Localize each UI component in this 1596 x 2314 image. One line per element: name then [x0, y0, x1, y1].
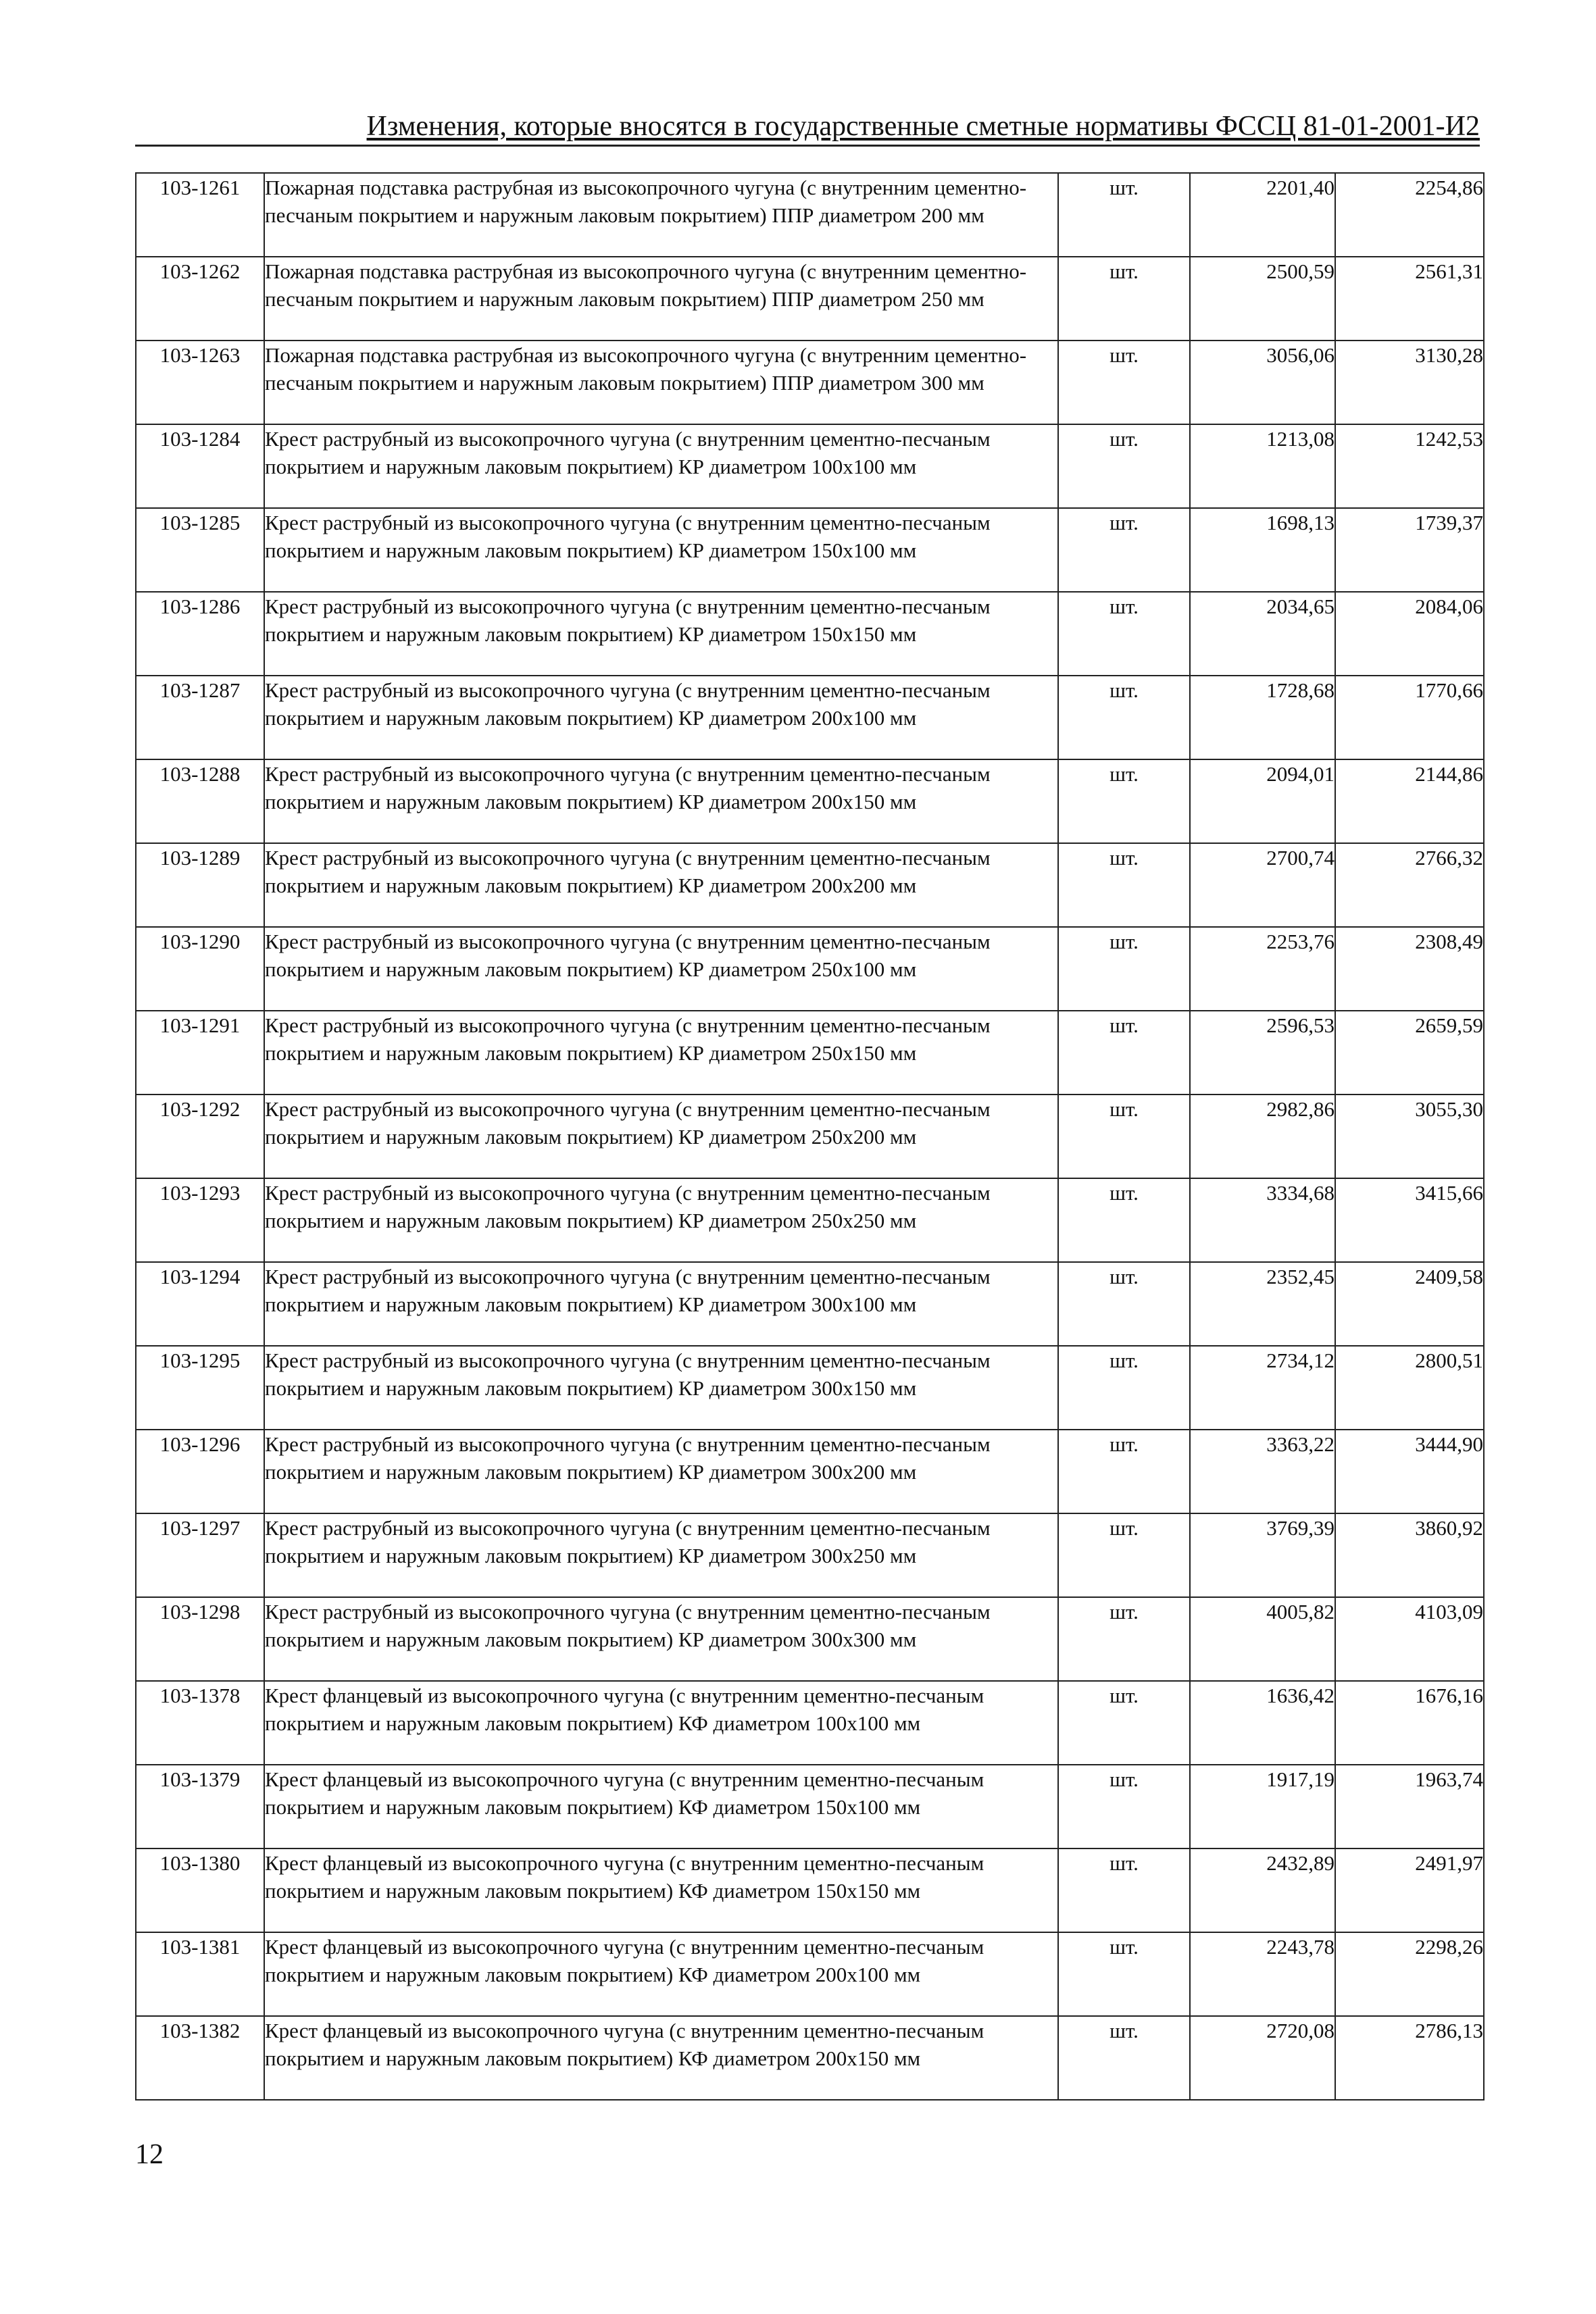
table-row [136, 1430, 1484, 1513]
page-number: 12 [135, 2139, 164, 2170]
row-price-2-cell: 2659,59 [1335, 1011, 1484, 1095]
table-row [136, 424, 1484, 508]
table-row [136, 1932, 1484, 2016]
table-row [136, 341, 1484, 424]
row-price-2-cell: 4103,09 [1335, 1597, 1484, 1681]
row-description-cell: Крест фланцевый из высокопрочного чугуна (с внутренним цементно-песчаным покрытием и наружным лаковым покрытием) КФ диаметром 200x150 мм [264, 2016, 1058, 2100]
table-row [136, 1513, 1484, 1597]
table-row [136, 843, 1484, 927]
row-description-cell: Пожарная подставка раструбная из высокопрочного чугуна (с внутренним цементно-песчаным покрытием и наружным лаковым покрытием) ППР диаметром 300 мм [264, 341, 1058, 424]
row-price-2-cell: 2144,86 [1335, 759, 1484, 843]
row-price-1-cell: 1213,08 [1190, 424, 1335, 508]
row-unit-cell: шт. [1058, 592, 1190, 676]
row-unit-cell: шт. [1058, 1765, 1190, 1848]
row-description-cell: Крест раструбный из высокопрочного чугуна (с внутренним цементно-песчаным покрытием и наружным лаковым покрытием) КР диаметром 250x150 мм [264, 1011, 1058, 1095]
row-description-cell: Крест раструбный из высокопрочного чугуна (с внутренним цементно-песчаным покрытием и наружным лаковым покрытием) КР диаметром 300x300 мм [264, 1597, 1058, 1681]
row-price-2-cell: 1963,74 [1335, 1765, 1484, 1848]
row-unit-cell: шт. [1058, 1011, 1190, 1095]
price-table-body [136, 173, 1484, 2100]
table-row [136, 1095, 1484, 1178]
row-description-cell: Крест раструбный из высокопрочного чугуна (с внутренним цементно-песчаным покрытием и наружным лаковым покрытием) КР диаметром 200x100 мм [264, 676, 1058, 759]
row-description-cell: Крест раструбный из высокопрочного чугуна (с внутренним цементно-песчаным покрытием и наружным лаковым покрытием) КР диаметром 150x150 мм [264, 592, 1058, 676]
row-description-cell: Крест раструбный из высокопрочного чугуна (с внутренним цементно-песчаным покрытием и наружным лаковым покрытием) КР диаметром 200x150 мм [264, 759, 1058, 843]
row-unit-cell: шт. [1058, 257, 1190, 341]
row-unit-cell: шт. [1058, 1262, 1190, 1346]
table-row [136, 676, 1484, 759]
row-code-cell: 103-1382 [136, 2016, 264, 2100]
row-code-cell: 103-1298 [136, 1597, 264, 1681]
row-price-1-cell: 2201,40 [1190, 173, 1335, 257]
row-description-cell: Крест раструбный из высокопрочного чугуна (с внутренним цементно-песчаным покрытием и наружным лаковым покрытием) КР диаметром 100x100 мм [264, 424, 1058, 508]
row-price-1-cell: 2720,08 [1190, 2016, 1335, 2100]
row-unit-cell: шт. [1058, 173, 1190, 257]
row-description-cell: Крест раструбный из высокопрочного чугуна (с внутренним цементно-песчаным покрытием и наружным лаковым покрытием) КР диаметром 250x100 мм [264, 927, 1058, 1011]
row-unit-cell: шт. [1058, 1932, 1190, 2016]
row-unit-cell: шт. [1058, 1848, 1190, 1932]
table-row [136, 173, 1484, 257]
row-code-cell: 103-1296 [136, 1430, 264, 1513]
row-code-cell: 103-1297 [136, 1513, 264, 1597]
table-row [136, 1346, 1484, 1430]
row-price-1-cell: 1636,42 [1190, 1681, 1335, 1765]
row-unit-cell: шт. [1058, 759, 1190, 843]
row-code-cell: 103-1292 [136, 1095, 264, 1178]
row-price-1-cell: 2253,76 [1190, 927, 1335, 1011]
row-price-1-cell: 2982,86 [1190, 1095, 1335, 1178]
row-code-cell: 103-1380 [136, 1848, 264, 1932]
row-price-2-cell: 3055,30 [1335, 1095, 1484, 1178]
row-code-cell: 103-1284 [136, 424, 264, 508]
row-description-cell: Крест фланцевый из высокопрочного чугуна (с внутренним цементно-песчаным покрытием и наружным лаковым покрытием) КФ диаметром 200x100 мм [264, 1932, 1058, 2016]
row-price-1-cell: 2352,45 [1190, 1262, 1335, 1346]
page-header-title: Изменения, которые вносятся в государственные сметные нормативы ФССЦ 81-01-2001-И2 [135, 109, 1480, 147]
row-code-cell: 103-1286 [136, 592, 264, 676]
row-price-2-cell: 2766,32 [1335, 843, 1484, 927]
row-code-cell: 103-1290 [136, 927, 264, 1011]
row-price-2-cell: 1770,66 [1335, 676, 1484, 759]
row-code-cell: 103-1261 [136, 173, 264, 257]
row-unit-cell: шт. [1058, 1095, 1190, 1178]
row-code-cell: 103-1381 [136, 1932, 264, 2016]
row-description-cell: Крест раструбный из высокопрочного чугуна (с внутренним цементно-песчаным покрытием и наружным лаковым покрытием) КР диаметром 250x250 мм [264, 1178, 1058, 1262]
row-code-cell: 103-1293 [136, 1178, 264, 1262]
row-description-cell: Крест раструбный из высокопрочного чугуна (с внутренним цементно-песчаным покрытием и наружным лаковым покрытием) КР диаметром 150x100 мм [264, 508, 1058, 592]
row-price-2-cell: 2491,97 [1335, 1848, 1484, 1932]
row-price-2-cell: 2786,13 [1335, 2016, 1484, 2100]
row-code-cell: 103-1295 [136, 1346, 264, 1430]
row-code-cell: 103-1289 [136, 843, 264, 927]
row-unit-cell: шт. [1058, 1513, 1190, 1597]
row-unit-cell: шт. [1058, 508, 1190, 592]
row-code-cell: 103-1294 [136, 1262, 264, 1346]
row-description-cell: Крест фланцевый из высокопрочного чугуна (с внутренним цементно-песчаным покрытием и наружным лаковым покрытием) КФ диаметром 100x100 мм [264, 1681, 1058, 1765]
table-row [136, 1848, 1484, 1932]
row-price-1-cell: 4005,82 [1190, 1597, 1335, 1681]
row-unit-cell: шт. [1058, 676, 1190, 759]
table-row [136, 2016, 1484, 2100]
table-row [136, 927, 1484, 1011]
row-description-cell: Крест фланцевый из высокопрочного чугуна (с внутренним цементно-песчаным покрытием и наружным лаковым покрытием) КФ диаметром 150x100 мм [264, 1765, 1058, 1848]
row-price-1-cell: 3363,22 [1190, 1430, 1335, 1513]
price-table [135, 172, 1485, 2101]
table-row [136, 759, 1484, 843]
table-row [136, 592, 1484, 676]
row-description-cell: Крест раструбный из высокопрочного чугуна (с внутренним цементно-песчаным покрытием и наружным лаковым покрытием) КР диаметром 300x250 мм [264, 1513, 1058, 1597]
row-description-cell: Крест фланцевый из высокопрочного чугуна (с внутренним цементно-песчаным покрытием и наружным лаковым покрытием) КФ диаметром 150x150 мм [264, 1848, 1058, 1932]
row-price-1-cell: 1728,68 [1190, 676, 1335, 759]
row-price-2-cell: 3860,92 [1335, 1513, 1484, 1597]
row-description-cell: Крест раструбный из высокопрочного чугуна (с внутренним цементно-песчаным покрытием и наружным лаковым покрытием) КР диаметром 300x200 мм [264, 1430, 1058, 1513]
row-unit-cell: шт. [1058, 1430, 1190, 1513]
table-row [136, 508, 1484, 592]
table-row [136, 1262, 1484, 1346]
table-row [136, 1765, 1484, 1848]
row-price-2-cell: 3444,90 [1335, 1430, 1484, 1513]
row-description-cell: Крест раструбный из высокопрочного чугуна (с внутренним цементно-песчаным покрытием и наружным лаковым покрытием) КР диаметром 250x200 мм [264, 1095, 1058, 1178]
row-price-2-cell: 3415,66 [1335, 1178, 1484, 1262]
row-price-1-cell: 2596,53 [1190, 1011, 1335, 1095]
row-description-cell: Крест раструбный из высокопрочного чугуна (с внутренним цементно-песчаным покрытием и наружным лаковым покрытием) КР диаметром 300x100 мм [264, 1262, 1058, 1346]
row-price-1-cell: 3769,39 [1190, 1513, 1335, 1597]
row-price-2-cell: 1739,37 [1335, 508, 1484, 592]
row-price-1-cell: 1917,19 [1190, 1765, 1335, 1848]
row-price-1-cell: 3334,68 [1190, 1178, 1335, 1262]
row-price-2-cell: 3130,28 [1335, 341, 1484, 424]
row-description-cell: Крест раструбный из высокопрочного чугуна (с внутренним цементно-песчаным покрытием и наружным лаковым покрытием) КР диаметром 300x150 мм [264, 1346, 1058, 1430]
row-price-2-cell: 2561,31 [1335, 257, 1484, 341]
row-price-1-cell: 3056,06 [1190, 341, 1335, 424]
row-price-2-cell: 1242,53 [1335, 424, 1484, 508]
row-code-cell: 103-1378 [136, 1681, 264, 1765]
row-unit-cell: шт. [1058, 424, 1190, 508]
table-row [136, 1597, 1484, 1681]
row-price-2-cell: 2800,51 [1335, 1346, 1484, 1430]
row-description-cell: Пожарная подставка раструбная из высокопрочного чугуна (с внутренним цементно-песчаным покрытием и наружным лаковым покрытием) ППР диаметром 200 мм [264, 173, 1058, 257]
row-code-cell: 103-1379 [136, 1765, 264, 1848]
row-price-1-cell: 2243,78 [1190, 1932, 1335, 2016]
row-unit-cell: шт. [1058, 927, 1190, 1011]
row-price-1-cell: 1698,13 [1190, 508, 1335, 592]
table-row [136, 1681, 1484, 1765]
row-price-2-cell: 2084,06 [1335, 592, 1484, 676]
row-description-cell: Пожарная подставка раструбная из высокопрочного чугуна (с внутренним цементно-песчаным покрытием и наружным лаковым покрытием) ППР диаметром 250 мм [264, 257, 1058, 341]
row-code-cell: 103-1291 [136, 1011, 264, 1095]
row-price-2-cell: 2308,49 [1335, 927, 1484, 1011]
row-code-cell: 103-1262 [136, 257, 264, 341]
row-code-cell: 103-1287 [136, 676, 264, 759]
row-unit-cell: шт. [1058, 1597, 1190, 1681]
row-price-2-cell: 1676,16 [1335, 1681, 1484, 1765]
row-description-cell: Крест раструбный из высокопрочного чугуна (с внутренним цементно-песчаным покрытием и наружным лаковым покрытием) КР диаметром 200x200 мм [264, 843, 1058, 927]
row-code-cell: 103-1285 [136, 508, 264, 592]
row-price-1-cell: 2700,74 [1190, 843, 1335, 927]
row-price-1-cell: 2500,59 [1190, 257, 1335, 341]
table-row [136, 257, 1484, 341]
table-row [136, 1011, 1484, 1095]
row-price-2-cell: 2298,26 [1335, 1932, 1484, 2016]
table-row [136, 1178, 1484, 1262]
row-unit-cell: шт. [1058, 2016, 1190, 2100]
row-code-cell: 103-1263 [136, 341, 264, 424]
row-price-1-cell: 2034,65 [1190, 592, 1335, 676]
row-price-1-cell: 2094,01 [1190, 759, 1335, 843]
row-price-1-cell: 2432,89 [1190, 1848, 1335, 1932]
row-price-2-cell: 2254,86 [1335, 173, 1484, 257]
row-unit-cell: шт. [1058, 341, 1190, 424]
row-unit-cell: шт. [1058, 1681, 1190, 1765]
row-code-cell: 103-1288 [136, 759, 264, 843]
row-price-2-cell: 2409,58 [1335, 1262, 1484, 1346]
row-unit-cell: шт. [1058, 1346, 1190, 1430]
row-unit-cell: шт. [1058, 843, 1190, 927]
row-price-1-cell: 2734,12 [1190, 1346, 1335, 1430]
row-unit-cell: шт. [1058, 1178, 1190, 1262]
